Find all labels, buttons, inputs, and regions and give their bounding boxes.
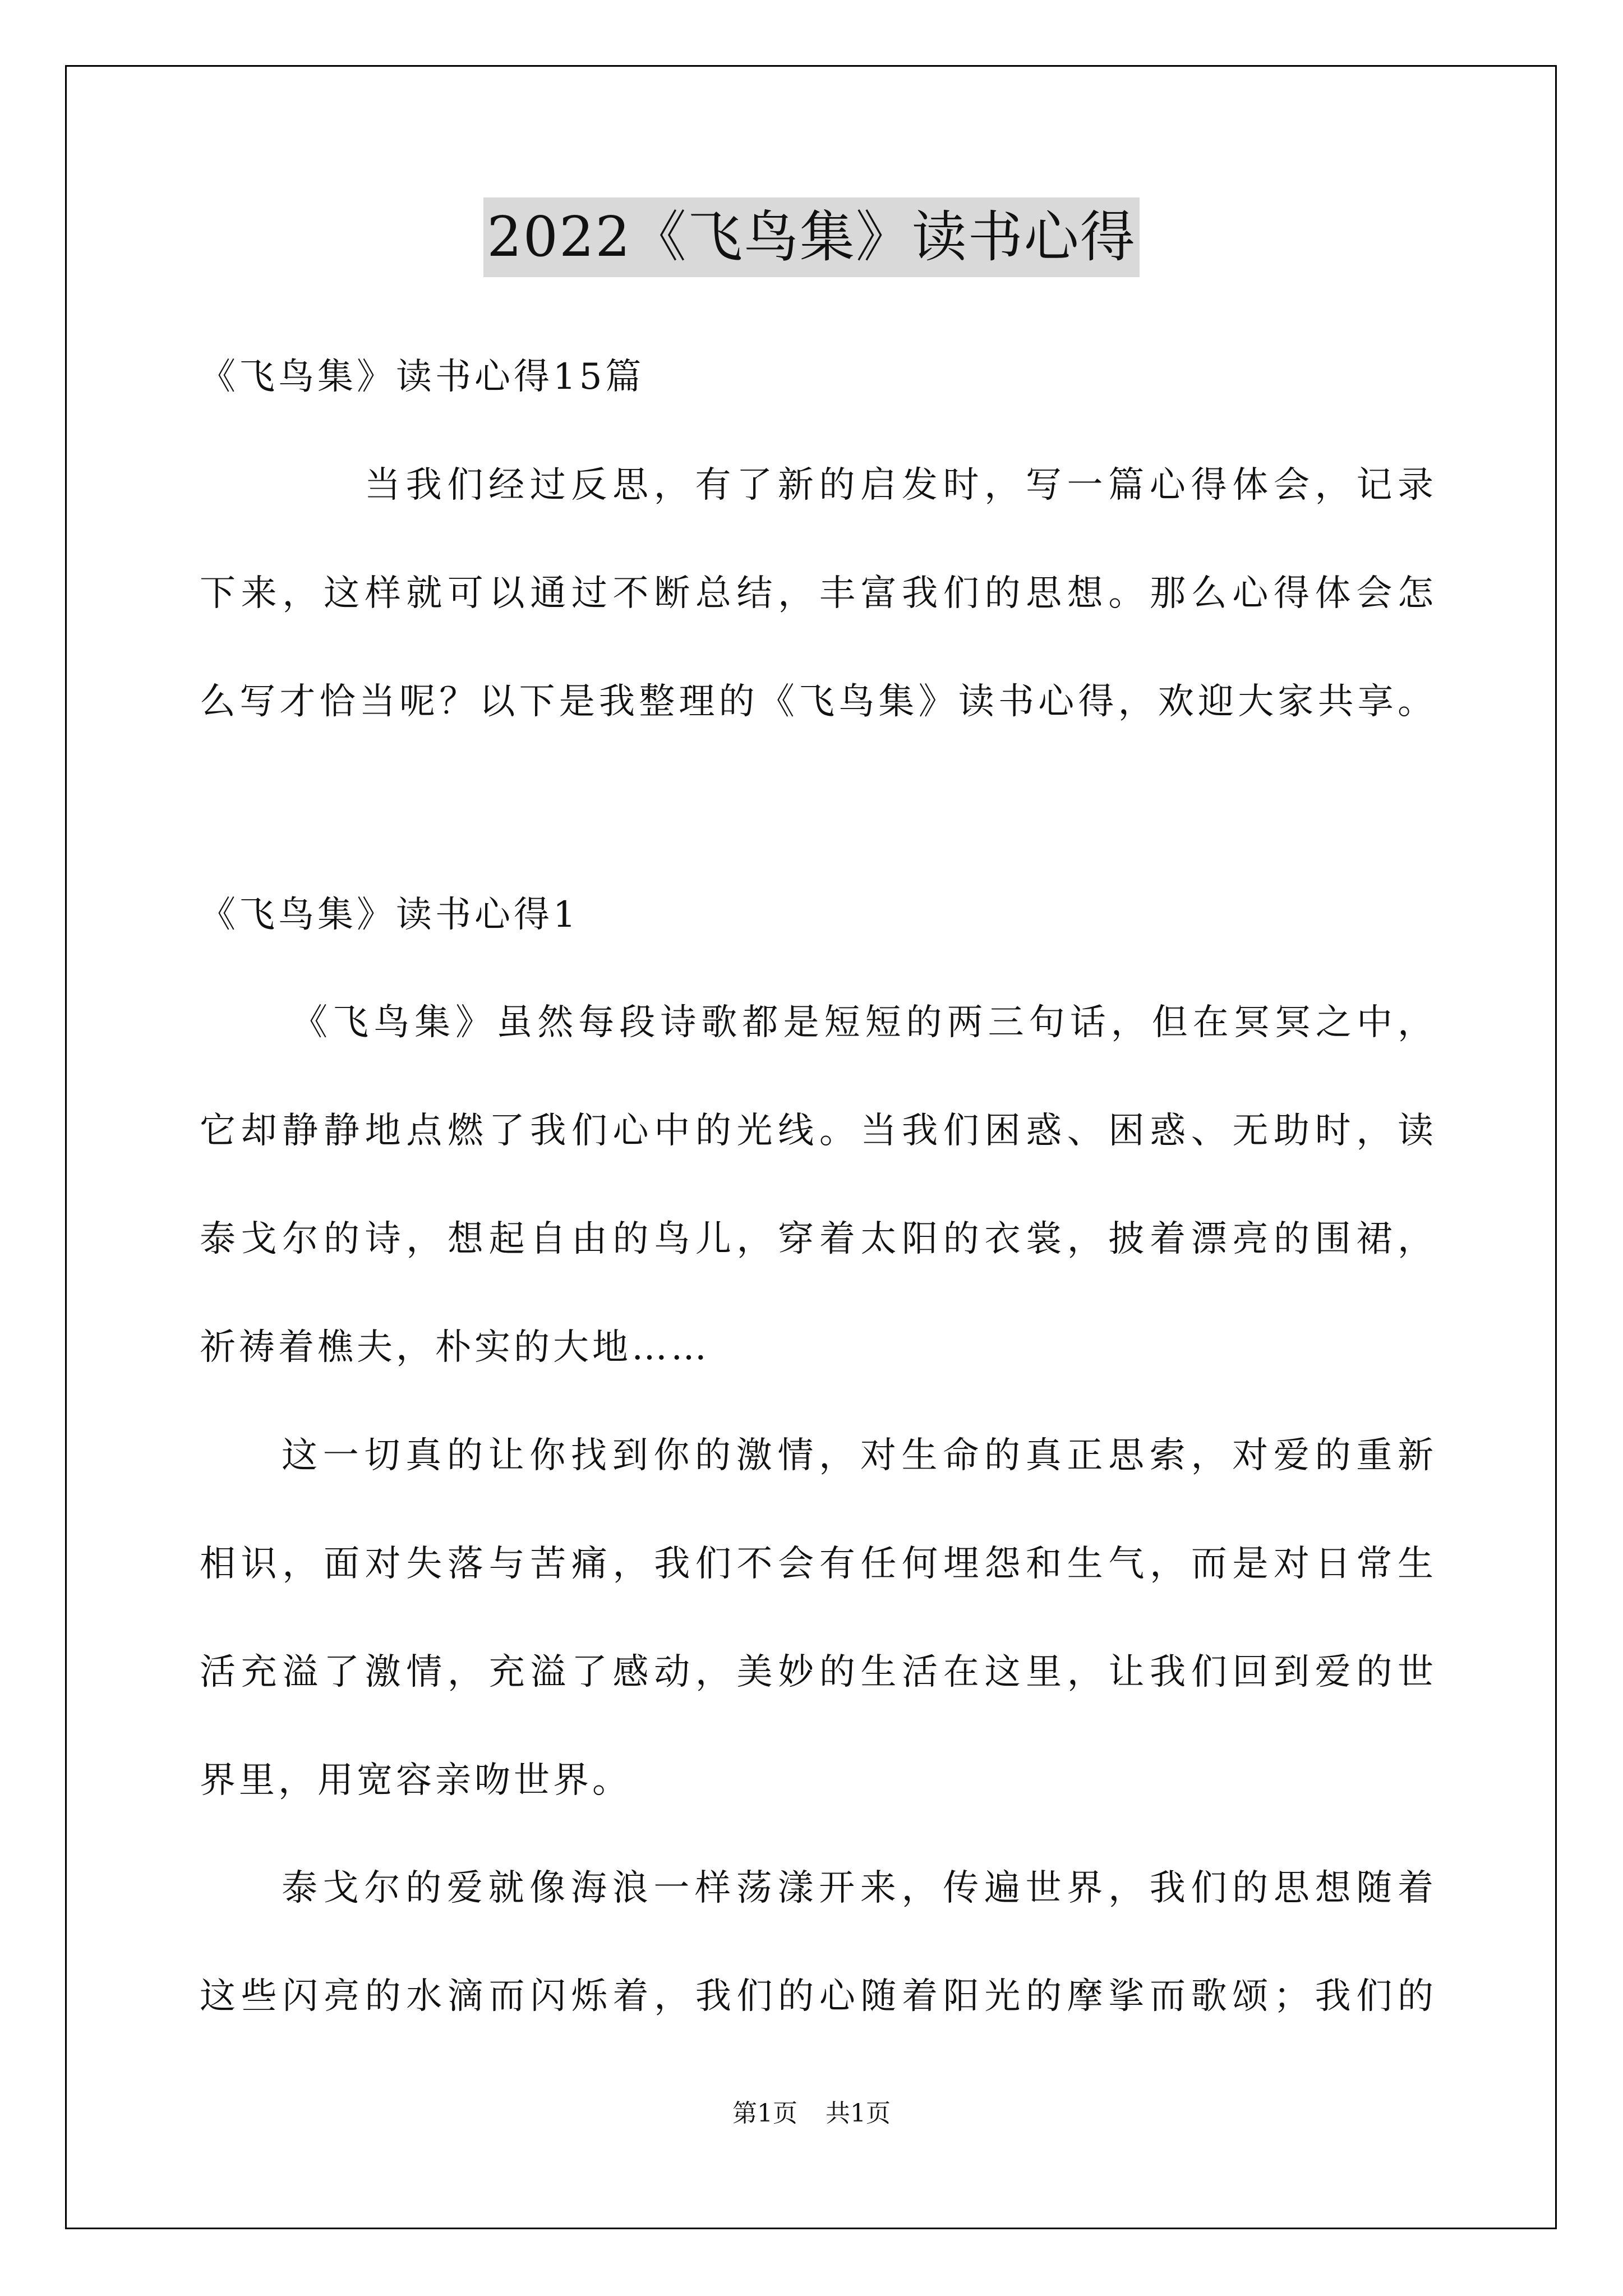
section-heading-1: 《飞鸟集》读书心得1 [200, 894, 579, 936]
document-subtitle: 《飞鸟集》读书心得15篇 [200, 356, 645, 398]
para3-line-2: 这些闪亮的水滴而闪烁着，我们的心随着阳光的摩挲而歌颂；我们的 [200, 1976, 1433, 2017]
para2-line-1: 这一切真的让你找到你的激情，对生命的真正思索，对爱的重新 [282, 1435, 1433, 1476]
intro-line-2: 下来，这样就可以通过不断总结，丰富我们的思想。那么心得体会怎 [200, 573, 1433, 614]
page-number-current: 第1页 [732, 2099, 797, 2128]
title-container [0, 197, 1623, 277]
para2-line-3: 活充溢了激情，充溢了感动，美妙的生活在这里，让我们回到爱的世 [200, 1651, 1433, 1693]
intro-line-3: 么写才恰当呢？以下是我整理的《飞鸟集》读书心得，欢迎大家共享。 [200, 681, 1433, 723]
page-footer [0, 2097, 1623, 2131]
document-title: 2022《飞鸟集》读书心得 [483, 197, 1139, 277]
para1-line-4: 祈祷着樵夫，朴实的大地…… [200, 1327, 710, 1368]
para2-line-4: 界里，用宽容亲吻世界。 [200, 1760, 631, 1801]
para1-line-3: 泰戈尔的诗，想起自由的鸟儿，穿着太阳的衣裳，披着漂亮的围裙， [200, 1218, 1433, 1260]
para1-line-2: 它却静静地点燃了我们心中的光线。当我们困惑、困惑、无助时，读 [200, 1110, 1433, 1152]
intro-line-1: 当我们经过反思，有了新的启发时，写一篇心得体会，记录 [365, 464, 1433, 506]
para2-line-2: 相识，面对失落与苦痛，我们不会有任何埋怨和生气，而是对日常生 [200, 1543, 1433, 1585]
page-number-total: 共1页 [826, 2099, 891, 2128]
para1-line-1: 《飞鸟集》虽然每段诗歌都是短短的两三句话，但在冥冥之中， [292, 1002, 1433, 1043]
para3-line-1: 泰戈尔的爱就像海浪一样荡漾开来，传遍世界，我们的思想随着 [282, 1867, 1433, 1909]
